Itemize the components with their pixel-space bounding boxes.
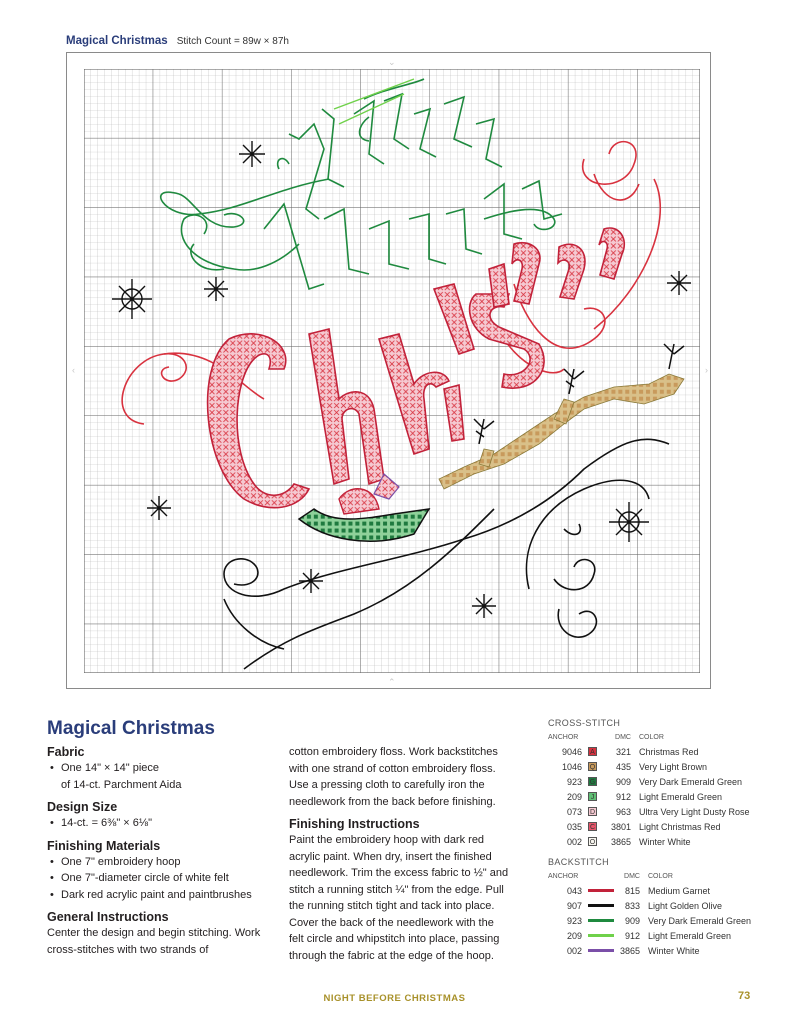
back-key-column-headers <box>548 873 768 880</box>
anchor-number: 1046 <box>561 761 582 772</box>
dmc-number: 815 <box>624 885 640 896</box>
general-instructions-text: Center the design and begin stitching. Work cross-stitches with two strands of <box>47 927 261 956</box>
backstitch-line-swatch <box>588 904 614 907</box>
anchor-number: 209 <box>566 930 582 941</box>
backstitch-row <box>548 928 768 943</box>
backstitch-row <box>548 898 768 913</box>
fabric-list <box>47 760 262 777</box>
stitch-symbol: A <box>588 747 597 756</box>
anchor-number: 002 <box>566 945 582 956</box>
color-name: Winter White <box>648 945 700 956</box>
instructions-column-1 <box>47 744 262 958</box>
fabric-heading: Fabric <box>47 745 85 759</box>
cross-stitch-row <box>548 804 768 819</box>
finishing-instructions-heading: Finishing Instructions <box>289 817 420 831</box>
dmc-number: 3865 <box>619 945 640 956</box>
design-size-heading: Design Size <box>47 800 118 814</box>
backstitch-line-swatch <box>588 889 614 892</box>
backstitch-row <box>548 943 768 958</box>
design-size-list <box>47 815 262 832</box>
anchor-number: 073 <box>566 806 582 817</box>
dmc-number: 435 <box>615 761 631 772</box>
color-name: Very Dark Emerald Green <box>648 915 752 926</box>
cross-stitch-row <box>548 744 768 759</box>
stitch-symbol: D <box>589 809 596 816</box>
material-item: • Dark red acrylic paint and paintbrushes <box>61 887 262 904</box>
finishing-materials-list <box>47 854 262 904</box>
cross-key-column-headers <box>548 734 768 741</box>
dmc-number: 912 <box>615 791 631 802</box>
backstitch-line-swatch <box>588 919 614 922</box>
dmc-number: 912 <box>624 930 640 941</box>
dmc-number: 3801 <box>610 821 631 832</box>
nav-right-icon: › <box>705 365 708 375</box>
color-name: Very Dark Emerald Green <box>639 776 743 787</box>
anchor-number: 209 <box>566 791 582 802</box>
cross-stitch-row <box>548 774 768 789</box>
dmc-number: 321 <box>615 746 631 757</box>
color-name: Light Christmas Red <box>639 821 721 832</box>
nav-down-icon: ⌃ <box>388 677 396 687</box>
dmc-number: 909 <box>624 915 640 926</box>
anchor-number: 9046 <box>561 746 582 757</box>
stitch-symbol: G <box>589 779 596 786</box>
dmc-header: DMC <box>624 873 640 880</box>
cross-stitch-chart <box>84 69 700 673</box>
color-key <box>548 718 768 958</box>
stitch-symbol: J <box>588 792 597 801</box>
cross-stitch-row <box>548 789 768 804</box>
backstitch-line-swatch <box>588 934 614 937</box>
color-name: Christmas Red <box>639 746 699 757</box>
dmc-number: 3865 <box>610 836 631 847</box>
color-name: Light Emerald Green <box>639 791 723 802</box>
chart-header <box>66 35 289 47</box>
color-header: COLOR <box>639 734 664 741</box>
color-name: Very Light Brown <box>639 761 708 772</box>
cross-stitch-row <box>548 759 768 774</box>
anchor-number: 035 <box>566 821 582 832</box>
fabric-item-cont: of 14-ct. Parchment Aida <box>61 778 182 791</box>
cross-stitch-key-title: CROSS-STITCH <box>548 718 621 728</box>
section-footer: NIGHT BEFORE CHRISTMAS <box>323 993 466 1004</box>
general-instructions-text-cont: cotton embroidery floss. Work backstitches with one strand of cotton embroidery floss. Use a pressing cloth to carefully iron the needlework from the back before finishing. <box>289 746 498 808</box>
anchor-number: 923 <box>566 915 582 926</box>
nav-up-icon: ⌄ <box>388 57 396 67</box>
backstitch-rows <box>548 883 768 958</box>
page-number: 73 <box>738 990 751 1002</box>
material-item: • One 7"-diameter circle of white felt <box>61 870 262 887</box>
finishing-materials-heading: Finishing Materials <box>47 838 161 853</box>
color-name: Medium Garnet <box>648 885 711 896</box>
stitch-symbol: O <box>589 839 596 846</box>
cross-stitch-rows <box>548 744 768 849</box>
stitch-symbol: C <box>589 824 596 831</box>
dmc-number: 833 <box>624 900 640 911</box>
cross-stitch-row <box>548 834 768 849</box>
design-size-item: • 14-ct. = 6⅜" × 6⅛" <box>61 815 262 832</box>
instructions-column-2 <box>289 744 511 964</box>
stitch-count: Stitch Count = 89w × 87h <box>176 36 289 47</box>
anchor-header: ANCHOR <box>548 734 579 741</box>
anchor-number: 002 <box>566 836 582 847</box>
anchor-number: 923 <box>566 776 582 787</box>
general-instructions-heading: General Instructions <box>47 910 169 924</box>
chart-title: Magical Christmas <box>66 35 168 47</box>
color-header: COLOR <box>648 873 673 880</box>
backstitch-row <box>548 913 768 928</box>
cross-stitch-row <box>548 819 768 834</box>
color-name: Ultra Very Light Dusty Rose <box>639 806 750 817</box>
nav-left-icon: ‹ <box>72 365 75 375</box>
finishing-instructions-text: Paint the embroidery hoop with dark red acrylic paint. When dry, insert the finished needlework. Trim the excess fabric to ½" and stitch a running stitch ¼" from the edge. Pull the running stitch tight and tack into place. Cover the back of the needlework with the felt circle and whipstitch into place, passing through the fabric at the edge of the hoop. <box>289 834 509 962</box>
fabric-item: • One 14" × 14" piece <box>61 760 262 777</box>
material-item: • One 7" embroidery hoop <box>61 854 262 871</box>
color-name: Light Emerald Green <box>648 930 732 941</box>
anchor-header: ANCHOR <box>548 873 579 880</box>
pattern-title: Magical Christmas <box>47 718 215 739</box>
dmc-number: 963 <box>615 806 631 817</box>
color-name: Winter White <box>639 836 691 847</box>
dmc-header: DMC <box>615 734 631 741</box>
stitch-symbol: Q <box>589 764 596 771</box>
dmc-number: 909 <box>615 776 631 787</box>
color-name: Light Golden Olive <box>648 900 723 911</box>
anchor-number: 043 <box>566 885 582 896</box>
anchor-number: 907 <box>566 900 582 911</box>
backstitch-key-title: BACKSTITCH <box>548 857 610 867</box>
backstitch-line-swatch <box>588 949 614 952</box>
backstitch-row <box>548 883 768 898</box>
